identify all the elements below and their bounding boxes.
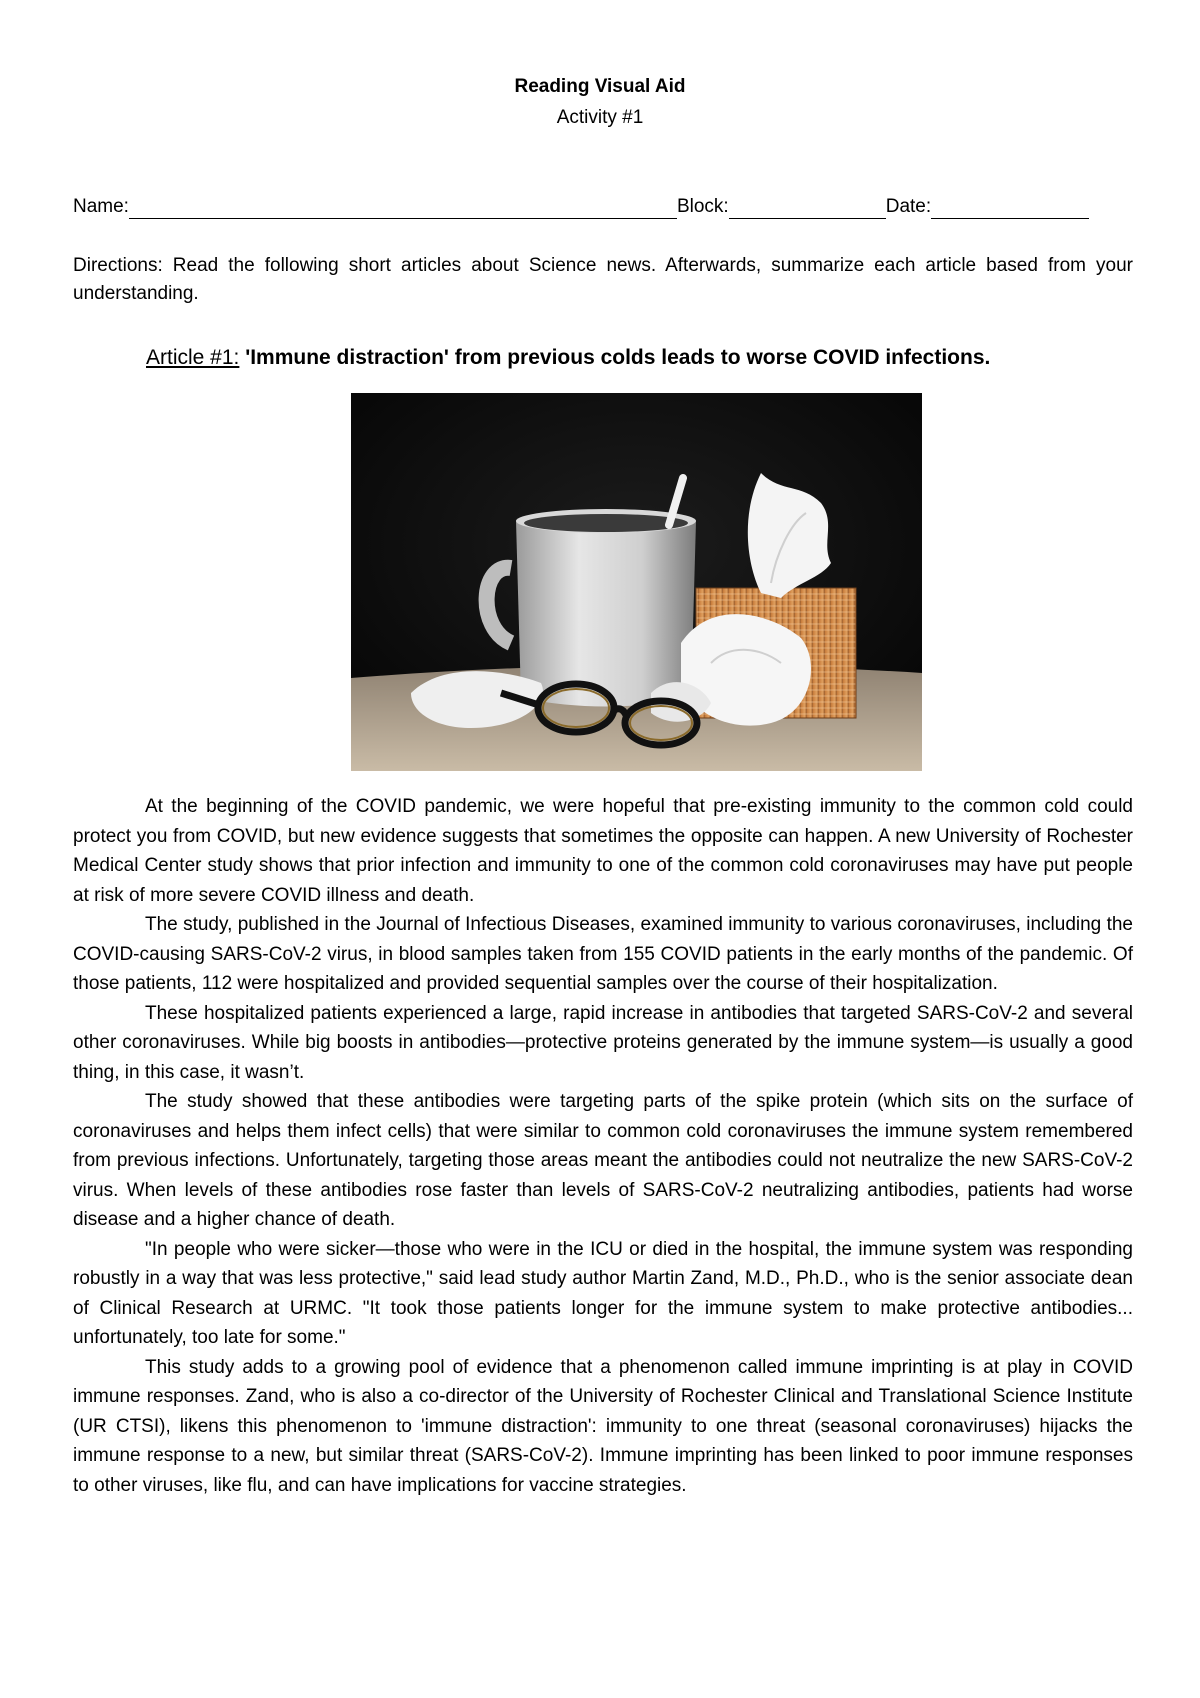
- directions-text: Directions: Read the following short articles about Science news. Afterwards, summarize each article based from your understanding.: [73, 255, 1133, 304]
- name-blank[interactable]: [129, 198, 677, 219]
- article-paragraph: The study showed that these antibodies were targeting parts of the spike protein (which sits on the surface of coronaviruses and helps them infect cells) that were similar to common cold coronaviruses the immune system remembered from previous infections. Unfortunately, targeting those areas meant the antibodies could not neutralize the new SARS-CoV-2 virus. When levels of these antibodies rose faster than levels of SARS-CoV-2 neutralizing antibodies, patients had worse disease and a higher chance of death.: [73, 1091, 1133, 1230]
- block-label: Block:: [676, 196, 729, 217]
- article-label: Article #1:: [146, 346, 240, 369]
- page-title: Reading Visual Aid: [514, 76, 686, 97]
- date-blank[interactable]: [931, 198, 1089, 219]
- student-info-fields: [73, 195, 1133, 221]
- date-label: Date:: [885, 196, 932, 217]
- mug-tissues-glasses-icon: [351, 393, 922, 771]
- article-paragraph: "In people who were sicker—those who were in the ICU or died in the hospital, the immune system was responding robustly in a way that was less protective," said lead study author Martin Zand, M.D., Ph.D., who is the senior associate dean of Clinical Research at URMC. "It took those patients longer for the immune system to make protective antibodies... unfortunately, too late for some.": [73, 1238, 1133, 1348]
- article-paragraph: This study adds to a growing pool of evidence that a phenomenon called immune imprinting is at play in COVID immune responses. Zand, who is also a co-director of the University of Rochester Clinical and Translational Science Institute (UR CTSI), likens this phenomenon to 'immune distraction': immunity to one threat (seasonal coronaviruses) hijacks the immune response to a new, but similar threat (SARS-CoV-2). Immune imprinting has been linked to poor immune responses to other viruses, like flu, and can have implications for vaccine strategies.: [73, 1356, 1133, 1496]
- block-blank[interactable]: [729, 198, 886, 219]
- article-heading: [146, 344, 1156, 372]
- page-subtitle: Activity #1: [556, 107, 644, 128]
- article-photo: [351, 393, 922, 771]
- article-paragraph: The study, published in the Journal of Infectious Diseases, examined immunity to various coronaviruses, including the COVID-causing SARS-CoV-2 virus, in blood samples taken from 155 COVID patients in the early months of the pandemic. Of those patients, 112 were hospitalized and provided sequential samples over the course of their hospitalization.: [73, 914, 1133, 994]
- article-paragraph: These hospitalized patients experienced a large, rapid increase in antibodies that targeted SARS-CoV-2 and several other coronaviruses. While big boosts in antibodies—protective proteins generated by the immune system—is usually a good thing, in this case, it wasn’t.: [73, 1002, 1133, 1083]
- article-body: [73, 792, 1133, 1500]
- name-label: Name:: [73, 196, 129, 217]
- article-title: 'Immune distraction' from previous colds leads to worse COVID infections.: [239, 346, 991, 369]
- article-paragraph: At the beginning of the COVID pandemic, we were hopeful that pre-existing immunity to the common cold could protect you from COVID, but new evidence suggests that sometimes the opposite can happen. A new University of Rochester Medical Center study shows that prior infection and immunity to one of the common cold coronaviruses may have put people at risk of more severe COVID illness and death.: [73, 796, 1133, 906]
